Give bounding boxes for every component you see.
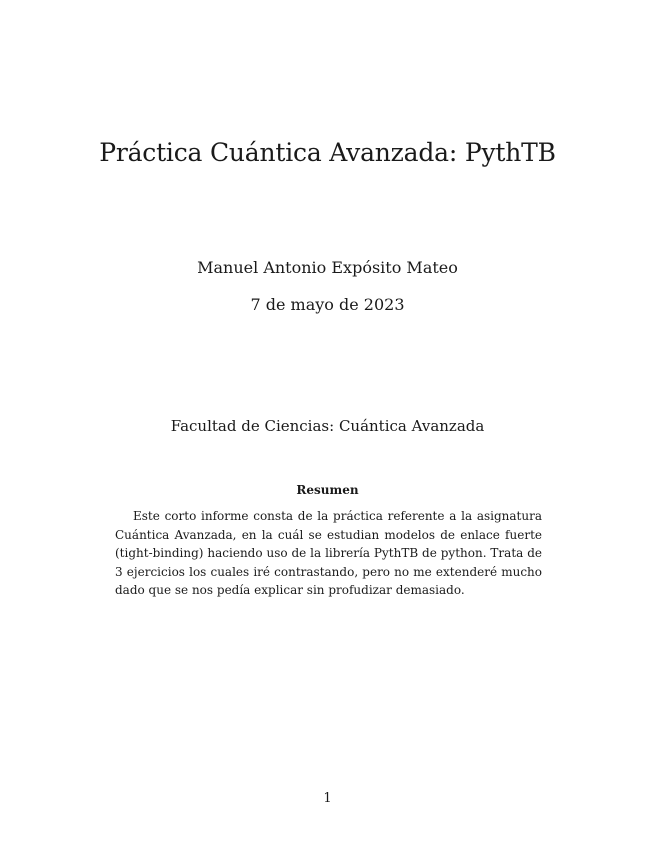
faculty-line: Facultad de Ciencias: Cuántica Avanzada — [170, 417, 485, 435]
author-name: Manuel Antonio Expósito Mateo — [197, 258, 458, 277]
document-date: 7 de mayo de 2023 — [250, 295, 405, 314]
page-number: 1 — [323, 791, 332, 806]
abstract-heading: Resumen — [296, 483, 359, 497]
abstract-text: Este corto informe consta de la práctica referente a la asignatura Cuántica Avanzada, en la cuál se estudian modelos de enlace fuerte (tight-binding) haciendo uso de la librería PythTB de python. Trata de 3 ejercicios los cuales iré contrastando, pero no me extenderé mucho dado que se nos pedía explicar sin profudizar demasiado. — [115, 509, 542, 597]
document-title: Práctica Cuántica Avanzada: PythTB — [99, 138, 556, 167]
